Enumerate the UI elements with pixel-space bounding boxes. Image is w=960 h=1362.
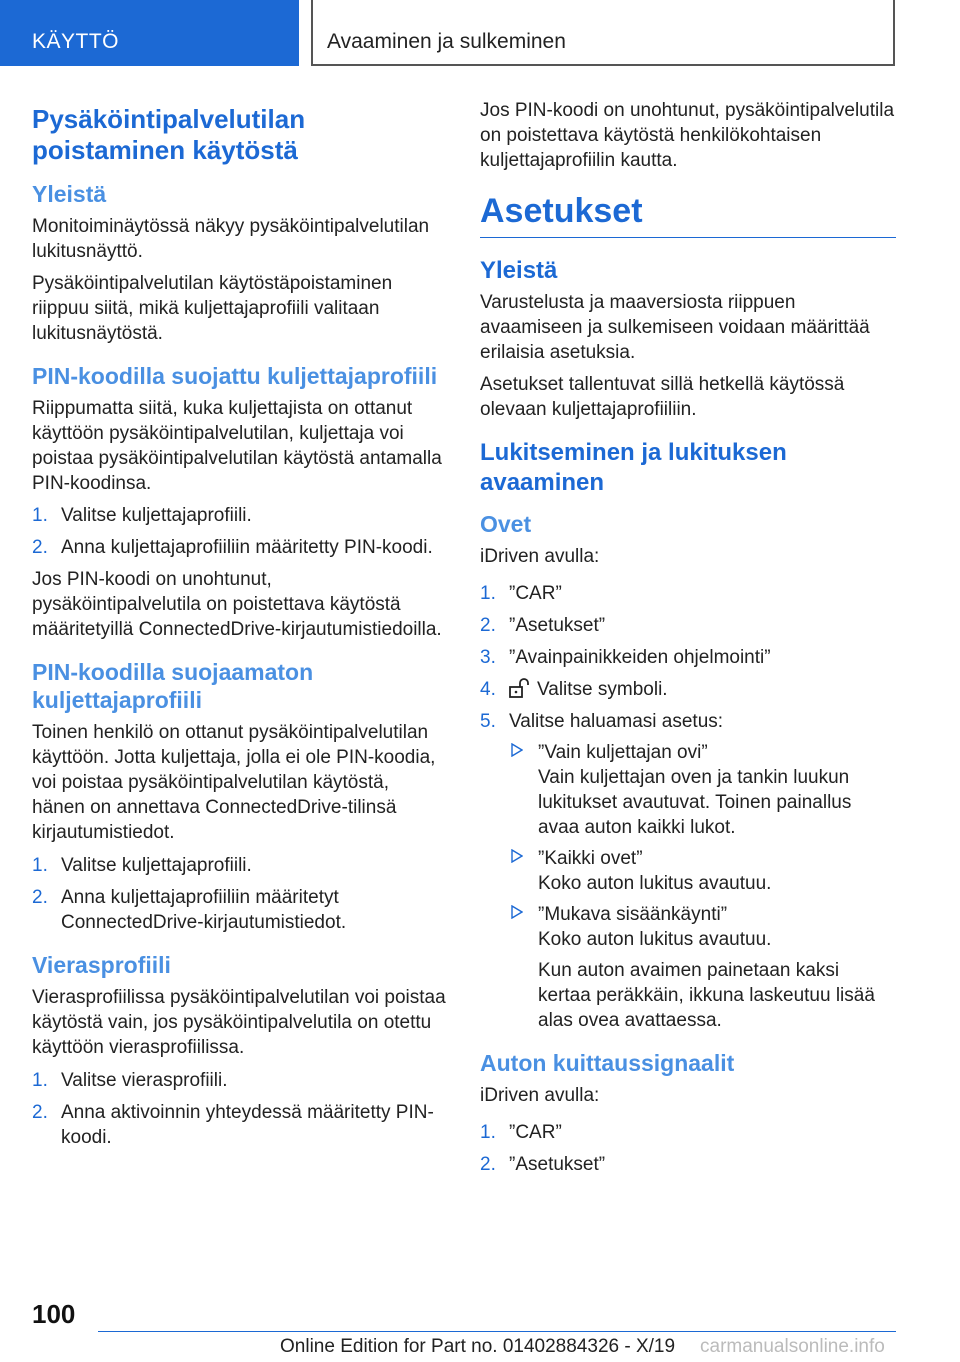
triangle-bullet-icon — [511, 743, 523, 757]
heading-pin-unprotected: PIN-koodilla suojaamaton kuljettajaprofiili — [32, 659, 314, 713]
triangle-bullet-icon — [511, 905, 523, 919]
list-item: 2. Anna aktivoinnin yhteydessä määritetty PIN-koodi. — [32, 1102, 434, 1148]
list-item: 2. ”Asetukset” — [480, 1154, 606, 1175]
page-header — [0, 0, 960, 66]
paragraph: Toinen henkilö on ottanut pysäköintipalvelutilan käyttöön. Jotta kuljettaja, jolla ei ole PIN-koodia, voi poistaa pysäköintipalvelutilan käytöstä, hänen on annettava ConnectedDrive-tilinsä kirjautumistiedot. — [32, 722, 436, 843]
heading-general: Yleistä — [32, 181, 107, 207]
right-column — [480, 98, 896, 1184]
list-item: 1. ”CAR” — [480, 1122, 562, 1143]
list-item: 1. Valitse kuljettajaprofiili. — [32, 505, 252, 526]
section-tab: KÄYTTÖ — [0, 0, 299, 66]
options-list — [509, 740, 896, 1033]
list-item: 1. ”CAR” — [480, 583, 562, 604]
triangle-bullet-icon — [511, 849, 523, 863]
paragraph: Jos PIN-koodi on unohtunut, pysäköintipalvelutila on poistettava käytöstä henkilökohtaisen kuljettajaprofiilin kautta. — [480, 100, 895, 171]
list-item: 4. Valitse symboli. — [480, 679, 668, 700]
paragraph: Asetukset tallentuvat sillä hetkellä käytössä olevaan kuljettajaprofiiliin. — [480, 374, 845, 420]
list-item: 2. Anna kuljettajaprofiiliin määritetyt ConnectedDrive-kirjautumistiedot. — [32, 887, 347, 933]
heading-pin-protected: PIN-koodilla suojattu kuljettajaprofiili — [32, 363, 438, 389]
section-title: Pysäköintipalvelutilan poistaminen käytöstä — [32, 104, 306, 165]
paragraph: Pysäköintipalvelutilan käytöstäpoistaminen riippuu siitä, mikä kuljettajaprofiili valitaan lukitusnäytöstä. — [32, 273, 393, 344]
chapter-title: Avaaminen ja sulkeminen — [311, 0, 895, 66]
paragraph: Riippumatta siitä, kuka kuljettajista on ottanut käyttöön pysäköintipalvelutilan, kuljettaja voi poistaa pysäköintipalvelutilan käytöstä antamalla PIN-koodinsa. — [32, 398, 442, 494]
paragraph: Varustelusta ja maaversiosta riippuen avaamiseen ja sulkemiseen voidaan määrittää erilaisia asetuksia. — [480, 292, 870, 363]
option-item: ”Kaikki ovet” Koko auton lukitus avautuu. — [509, 846, 896, 896]
heading-doors: Ovet — [480, 511, 532, 537]
list-item: 3. ”Avainpainikkeiden ohjelmointi” — [480, 647, 771, 668]
steps-list — [32, 853, 446, 935]
page-number: 100 — [32, 1299, 76, 1329]
paragraph: Monitoiminäytössä näkyy pysäköintipalvelutilan lukitusnäyttö. — [32, 216, 430, 262]
heading-guest-profile: Vierasprofiili — [32, 952, 171, 978]
edition-text: Online Edition for Part no. 01402884326 - X/19 — [280, 1336, 676, 1357]
chapter-heading-settings: Asetukset — [480, 191, 896, 238]
option-item: ”Mukava sisäänkäynti” Koko auton lukitus avautuu. Kun auton avaimen painetaan kaksi kertaa peräkkäin, ikkuna laskeutuu lisää alas ovea avattaessa. — [509, 902, 896, 1033]
list-item: 1. Valitse kuljettajaprofiili. — [32, 855, 252, 876]
option-item: ”Vain kuljettajan ovi” Vain kuljettajan oven ja tankin luukun lukitukset avautuvat. Toinen painallus avaa auton kaikki lukot. — [509, 740, 896, 840]
steps-list — [32, 1068, 446, 1150]
list-item: 2. Anna kuljettajaprofiiliin määritetty PIN-koodi. — [32, 537, 433, 558]
left-column — [32, 104, 446, 1157]
paragraph: Vierasprofiilissa pysäköintipalvelutilan voi poistaa käytöstä vain, jos pysäköintipalvelutila on otettu käyttöön vierasprofiilissa. — [32, 987, 446, 1058]
paragraph: iDriven avulla: — [480, 1085, 600, 1106]
list-item: 2. ”Asetukset” — [480, 615, 606, 636]
heading-locking: Lukitseminen ja lukituksen avaaminen — [480, 439, 787, 496]
paragraph: iDriven avulla: — [480, 546, 600, 567]
steps-list — [480, 1120, 896, 1177]
list-item: 1. Valitse vierasprofiili. — [32, 1070, 228, 1091]
watermark: carmanualsonline.info — [700, 1336, 885, 1357]
heading-acknowledgment-signals: Auton kuittaussignaalit — [480, 1050, 735, 1076]
unlock-icon — [509, 678, 531, 698]
steps-list — [480, 581, 896, 1033]
heading-general: Yleistä — [480, 257, 558, 284]
list-item: 5. Valitse haluamasi asetus: ”Vain kuljettajan ovi” Vain kuljettajan oven ja tankin luukun lukitukset avautuvat. Toinen painallus avaa auton kaikki lukot. ”Kaikki ovet” Koko auton lukitus avautuu. ”Mukava sisäänkäynti” Koko auton lukitus avautuu. Kun auton avaimen painetaan kaksi kertaa peräkkäin, ikkuna laskeutuu lisää alas ovea avattaessa. — [480, 709, 896, 1033]
paragraph: Jos PIN-koodi on unohtunut, pysäköintipalvelutila on poistettava käytöstä määritetyillä ConnectedDrive-kirjautumistiedoilla. — [32, 569, 442, 640]
steps-list — [32, 503, 446, 560]
footer-divider — [98, 1331, 896, 1332]
